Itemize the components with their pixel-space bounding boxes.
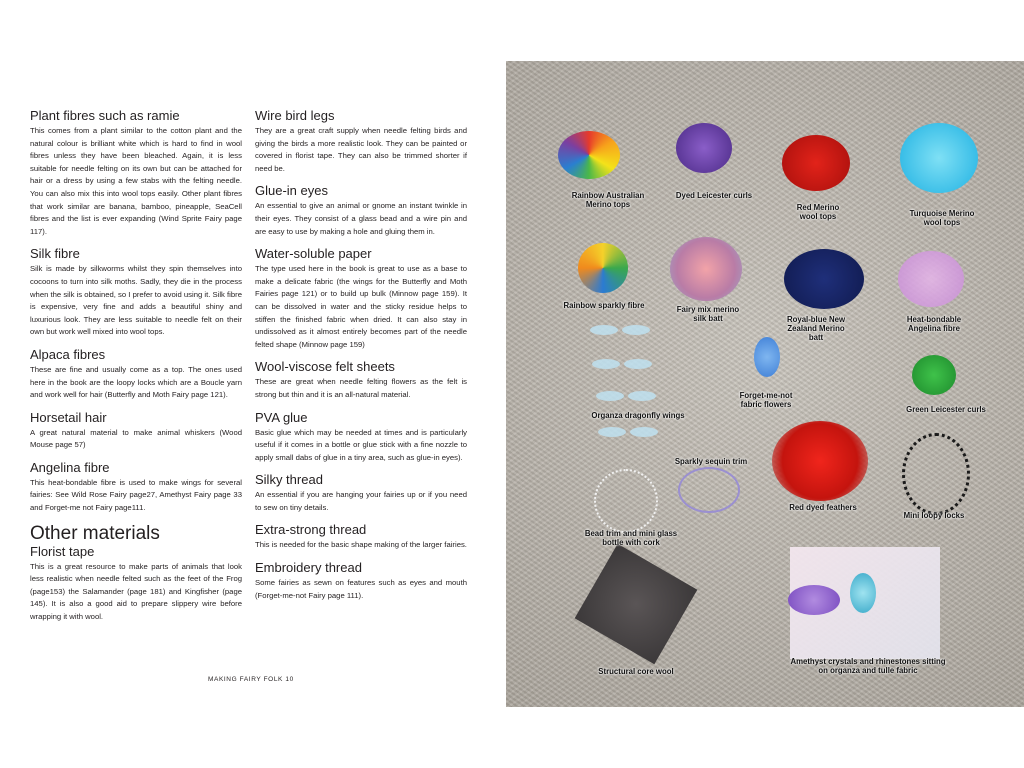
section-heading: Florist tape xyxy=(30,543,95,559)
loopy-locks-image xyxy=(902,433,970,515)
red-merino-image xyxy=(782,135,850,191)
section-body: Silk is made by silkworms whilst they spin themselves into cocoons to turn into silk moths. Sadly, they die in the process when the silk is obtained, so I prefer to avoid using it. Silk fibre is expensive, very fine and adds a beautiful shiny and luxurious look. They are less suitable to needle felt on their own but work well mixed into wool tops. xyxy=(30,264,242,337)
fairy-silk-batt-image xyxy=(670,237,742,301)
section-body: This heat-bondable fibre is used to make wings for several fairies: See Wild Rose Fairy page27, Amethyst Fairy page 33 and Forget-me not Fairy page111. xyxy=(30,477,242,513)
label-dyed-leicester-curls: Dyed Leicester curls xyxy=(675,191,753,200)
middle-column xyxy=(255,108,467,610)
label-red-merino: Red Merino wool tops xyxy=(796,203,840,221)
major-heading: Other materials xyxy=(30,522,160,544)
label-turquoise-merino: Turquoise Merino wool tops xyxy=(909,209,975,227)
section-body: An essential if you are hanging your fairies up or if you need to sew on tiny details. xyxy=(255,490,467,512)
rainbow-sparkly-image xyxy=(578,243,628,293)
label-mini-loopy-locks: Mini loopy locks xyxy=(903,511,965,520)
label-green-leicester-curls: Green Leicester curls xyxy=(906,405,986,414)
angelina-fibre-image xyxy=(898,251,964,307)
label-bead-trim: Bead trim and mini glass bottle with cork xyxy=(584,529,678,547)
amethyst-crystals-image xyxy=(788,585,840,615)
wing-image xyxy=(622,325,650,335)
forget-me-not-image xyxy=(754,337,780,377)
section-body: This is needed for the basic shape making of the larger fairies. xyxy=(255,540,467,550)
wing-image xyxy=(630,427,658,437)
section-silk-fibre xyxy=(30,246,242,339)
section-embroidery-thread xyxy=(255,560,467,602)
label-angelina-fibre: Heat-bondable Angelina fibre xyxy=(906,315,962,333)
section-body: Some fairies as sewn on features such as eyes and mouth (Forget-me-not Fairy page 111). xyxy=(255,578,467,600)
section-pva-glue xyxy=(255,410,467,465)
section-heading: Plant fibres such as ramie xyxy=(30,108,180,123)
label-fairy-mix-silk-batt: Fairy mix merino silk batt xyxy=(676,305,740,323)
wing-image xyxy=(624,359,652,369)
rhinestones-image xyxy=(850,573,876,613)
green-curls-image xyxy=(912,355,956,395)
core-wool-image xyxy=(575,544,698,664)
section-heading: Wool-viscose felt sheets xyxy=(255,359,395,375)
red-feathers-image xyxy=(772,421,868,501)
label-organza-wings: Organza dragonfly wings xyxy=(591,411,685,420)
section-wire-bird-legs xyxy=(255,108,467,175)
label-rainbow-merino: Rainbow Australian Merino tops xyxy=(571,191,645,209)
rainbow-merino-image xyxy=(558,131,620,179)
section-heading: Embroidery thread xyxy=(255,560,362,576)
section-body: An essential to give an animal or gnome an instant twinkle in their eyes. They consist of a glass bead and a wire pin and are easy to use by making a hole and gluing them in. xyxy=(255,201,467,236)
label-royal-blue-batt: Royal-blue New Zealand Merino batt xyxy=(786,315,846,342)
section-heading: Horsetail hair xyxy=(30,409,107,425)
section-silky-thread xyxy=(255,472,467,514)
sequin-trim-image xyxy=(678,467,740,513)
wing-image xyxy=(598,427,626,437)
wing-image xyxy=(628,391,656,401)
section-body: This is a great resource to make parts of animals that look less realistic when needle felted such as the feet of the Frog (page153) the Salamander (page 181) and Kingfisher (page 145). It is also a good aid to prepare slippery wire before wrapping it with wool. xyxy=(30,561,242,622)
section-body: A great natural material to make animal whiskers (Wood Mouse page 57) xyxy=(30,427,242,450)
wing-image xyxy=(592,359,620,369)
section-water-soluble-paper xyxy=(255,246,467,351)
section-horsetail-hair xyxy=(30,410,242,452)
section-heading: Silky thread xyxy=(255,472,323,488)
section-heading: Alpaca fibres xyxy=(30,346,106,362)
section-heading: Silk fibre xyxy=(30,246,80,262)
section-glue-in-eyes xyxy=(255,183,467,238)
bead-trim-image xyxy=(594,469,658,533)
leicester-curls-image xyxy=(676,123,732,173)
section-body: Basic glue which may be needed at times and is particularly useful if it comes in a bottle or glue stick with a fine nozzle to apply small dabs of glue in a tiny area, such as glue-in eyes). xyxy=(255,427,467,462)
section-angelina-fibre xyxy=(30,460,242,515)
section-body: They are a great craft supply when needle felting birds and giving the birds a more realistic look. They can be painted or covered in florist tape. They can also be trimmed shorter if need be. xyxy=(255,126,467,173)
left-column xyxy=(30,108,242,632)
label-red-feathers: Red dyed feathers xyxy=(789,503,857,512)
section-body: The type used here in the book is great to use as a base to make a delicate fabric (the wings for the Butterfly and Moth Fairies page 121) or to build up bulk (Minnow page 159). It can be dissolved in water and the sticky residue helps to stiffen the finished fabric when dried. It can also stay in undissolved as it almost entirely becomes part of the needle felted shape (Minnow page 159) xyxy=(255,264,467,349)
label-forget-me-not: Forget-me-not fabric flowers xyxy=(739,391,793,409)
section-heading: Water-soluble paper xyxy=(255,246,372,262)
section-body: These are fine and usually come as a top. The ones used here in the book are the loopy locks which are a Boucle yarn and work well for hair (Butterfly and Moth Fairy page 121). xyxy=(30,364,242,400)
royal-blue-batt-image xyxy=(784,249,864,309)
page-footer: MAKING FAIRY FOLK 10 xyxy=(208,676,294,683)
section-body: These are great when needle felting flowers as the felt is strong but thin and it is an all-natural material. xyxy=(255,377,467,399)
section-alpaca-fibres xyxy=(30,347,242,402)
materials-photo xyxy=(506,61,1024,707)
section-heading: Angelina fibre xyxy=(30,459,110,475)
turquoise-merino-image xyxy=(900,123,978,193)
section-heading: PVA glue xyxy=(255,409,308,425)
label-rainbow-sparkly-fibre: Rainbow sparkly fibre xyxy=(563,301,645,310)
label-amethyst-crystals: Amethyst crystals and rhinestones sitting on organza and tulle fabric xyxy=(790,657,946,675)
label-sequin-trim: Sparkly sequin trim xyxy=(674,457,748,466)
section-body: This comes from a plant similar to the cotton plant and the natural colour is brilliant white which is hard to find in wool fibres unless they have been bleached. Again, it is less suitable for needle felting on its own but can be attached for hair or a dress by using a few stabs with the felting needle. You can also mix this into wool tops easily. Other plant fibres that work similar are banana, bamboo, pineapple, SeaCell fibres and the list is ever expanding (Wind Sprite Fairy page 117). xyxy=(30,126,242,236)
label-core-wool: Structural core wool xyxy=(598,667,674,676)
wing-image xyxy=(596,391,624,401)
section-heading: Extra-strong thread xyxy=(255,522,367,538)
section-other-materials xyxy=(30,523,242,624)
section-plant-fibres xyxy=(30,108,242,238)
wing-image xyxy=(590,325,618,335)
section-extra-strong-thread xyxy=(255,522,467,552)
section-heading: Wire bird legs xyxy=(255,108,335,123)
section-heading: Glue-in eyes xyxy=(255,183,328,199)
section-felt-sheets xyxy=(255,359,467,401)
